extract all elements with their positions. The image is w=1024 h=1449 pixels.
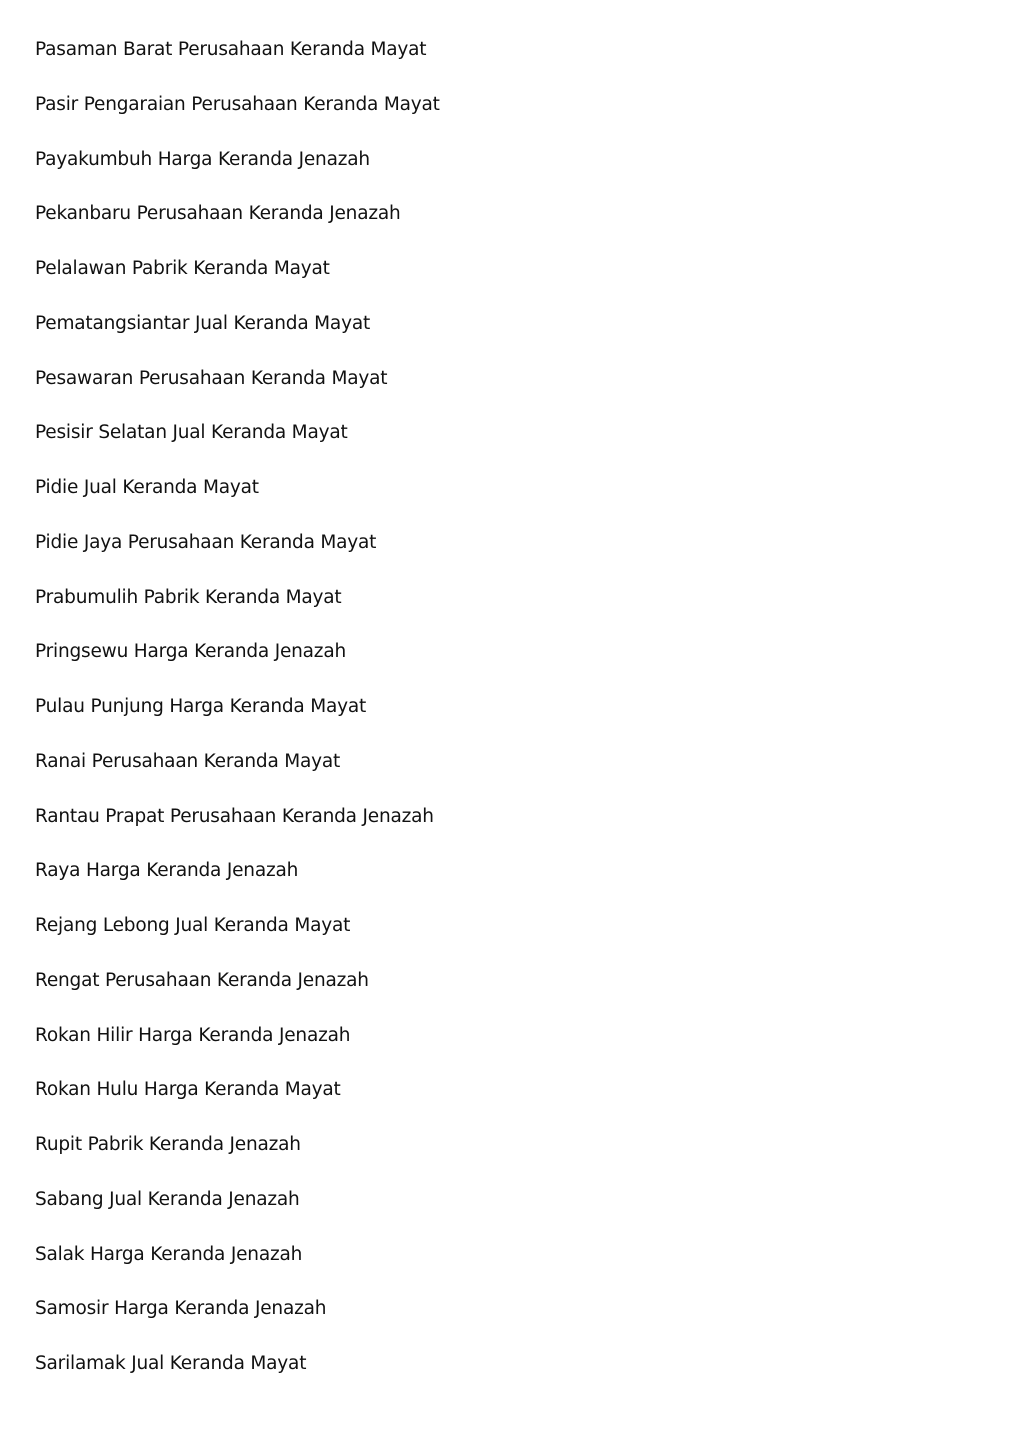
- list-item: Rupit Pabrik Keranda Jenazah: [35, 1134, 301, 1155]
- list-item: Rokan Hilir Harga Keranda Jenazah: [35, 1024, 351, 1046]
- list-item: Pidie Jual Keranda Mayat: [35, 477, 259, 498]
- list-item: Rokan Hulu Harga Keranda Mayat: [35, 1079, 341, 1101]
- list-item: Pulau Punjung Harga Keranda Mayat: [35, 696, 367, 717]
- list-item: Sabang Jual Keranda Jenazah: [35, 1188, 300, 1210]
- list-item: Pematangsiantar Jual Keranda Mayat: [35, 312, 371, 334]
- list-item: Pasaman Barat Perusahaan Keranda Mayat: [35, 39, 427, 60]
- list-item: Rejang Lebong Jual Keranda Mayat: [35, 915, 351, 936]
- list-item: Rantau Prapat Perusahaan Keranda Jenazah: [35, 805, 434, 827]
- list-item: Raya Harga Keranda Jenazah: [35, 860, 299, 882]
- list-item: Payakumbuh Harga Keranda Jenazah: [35, 148, 370, 170]
- list-item: Salak Harga Keranda Jenazah: [35, 1243, 303, 1265]
- list-item: Pasir Pengaraian Perusahaan Keranda Mayat: [35, 93, 440, 115]
- list-item: Pesisir Selatan Jual Keranda Mayat: [35, 422, 348, 444]
- list-item: Pidie Jaya Perusahaan Keranda Mayat: [35, 531, 377, 553]
- list-item: Ranai Perusahaan Keranda Mayat: [35, 750, 341, 772]
- list-item: Samosir Harga Keranda Jenazah: [35, 1298, 327, 1320]
- list-item: Pesawaran Perusahaan Keranda Mayat: [35, 367, 388, 389]
- list-item: Prabumulih Pabrik Keranda Mayat: [35, 586, 342, 608]
- list-item: Pekanbaru Perusahaan Keranda Jenazah: [35, 203, 401, 225]
- location-list: [35, 36, 440, 1405]
- list-item: Pelalawan Pabrik Keranda Mayat: [35, 258, 330, 279]
- list-item: Pringsewu Harga Keranda Jenazah: [35, 641, 346, 663]
- list-item: Sarilamak Jual Keranda Mayat: [35, 1353, 307, 1374]
- list-item: Rengat Perusahaan Keranda Jenazah: [35, 969, 369, 991]
